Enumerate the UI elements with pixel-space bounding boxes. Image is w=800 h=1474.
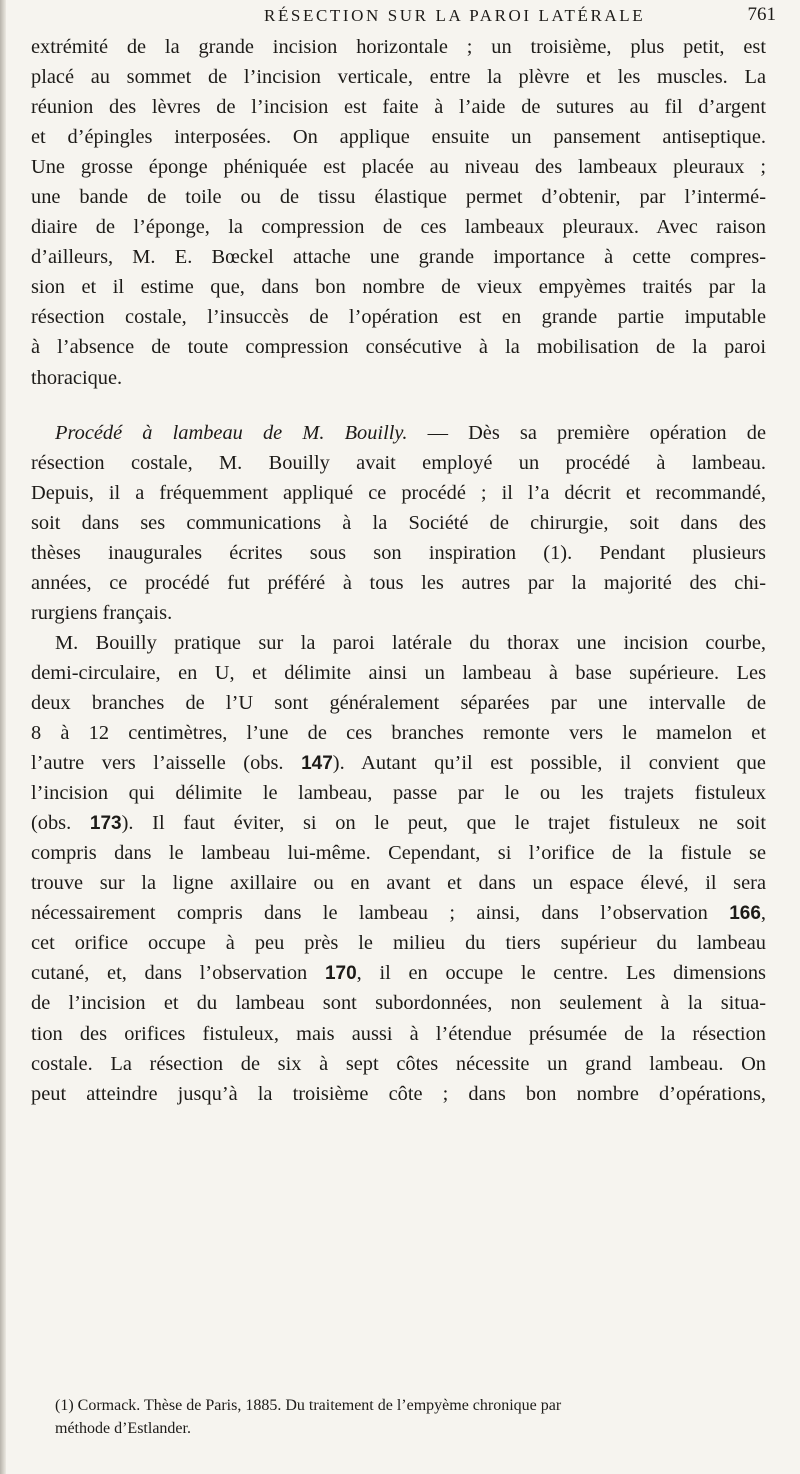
section-title: Procédé à lambeau de M. Bouilly. [55, 421, 408, 444]
text-line: compris dans le lambeau lui-même. Cependant, si l’orifice de la fistule se [31, 842, 766, 865]
text-line: diaire de l’éponge, la compression de ces lambeaux pleuraux. Avec raison [31, 216, 766, 239]
text-line [31, 898, 766, 928]
text-line: costale. La résection de six à sept côtes nécessite un grand lambeau. On [31, 1052, 766, 1075]
footnote-line: méthode d’Estlander. [55, 1420, 191, 1437]
text-line: extrémité de la grande incision horizontale ; un troisième, plus petit, est [31, 36, 766, 58]
text-line [31, 418, 766, 448]
paragraph-2 [31, 418, 766, 628]
text-run: nécessairement compris dans le lambeau ; ainsi, dans l’observation [31, 902, 730, 925]
observation-ref: 166 [729, 903, 761, 925]
observation-ref: 147 [301, 753, 333, 775]
text-line: deux branches de l’U sont généralement séparées par une intervalle de [31, 691, 766, 714]
text-run: cutané, et, dans l’observation [31, 962, 325, 985]
page-header [56, 4, 776, 34]
text-line: et d’épingles interposées. On applique ensuite un pansement antiseptique. [31, 126, 766, 149]
observation-ref: 173 [89, 813, 122, 835]
text-run: (obs. [31, 812, 90, 835]
text-line: résection costale, l’insuccès de l’opération est en grande partie imputable [31, 306, 766, 329]
page-body [31, 32, 766, 1109]
text-line: de l’incision et du lambeau sont subordonnées, non seulement à la situa- [31, 992, 766, 1015]
text-line [31, 748, 766, 778]
text-line: tion des orifices fistuleux, mais aussi à l’étendue présumée de la résection [31, 1022, 766, 1045]
text-run: ). Il faut éviter, si on le peut, que le trajet fistuleux ne soit [121, 812, 767, 835]
paragraph-gap [31, 393, 766, 418]
paragraph-1 [31, 32, 766, 393]
text-run: , [760, 902, 766, 925]
text-run: , il en occupe le centre. Les dimensions [356, 962, 766, 985]
text-line: soit dans ses communications à la Société de chirurgie, soit dans des [31, 511, 766, 534]
text-line: résection costale, M. Bouilly avait employé un procédé à lambeau. [31, 451, 766, 474]
text-line: M. Bouilly pratique sur la paroi latérale du thorax une incision courbe, [55, 631, 766, 654]
text-line: sion et il estime que, dans bon nombre de vieux empyèmes traités par la [31, 276, 766, 299]
text-line: demi-circulaire, en U, et délimite ainsi un lambeau à base supérieure. Les [31, 661, 766, 684]
text-line: trouve sur la ligne axillaire ou en avant et dans un espace élevé, il sera [31, 872, 766, 895]
footnotes [55, 1394, 755, 1440]
text-line: à l’absence de toute compression consécutive à la mobilisation de la paroi [31, 336, 766, 359]
text-line: rurgiens français. [31, 601, 173, 624]
text-line: thèses inaugurales écrites sous son inspiration (1). Pendant plusieurs [31, 541, 766, 564]
running-head: RÉSECTION SUR LA PAROI LATÉRALE [264, 6, 646, 25]
text-line: Depuis, il a fréquemment appliqué ce procédé ; il l’a décrit et recommandé, [31, 481, 766, 504]
text-run: ). Autant qu’il est possible, il convient que [332, 752, 766, 775]
text-run: — Dès sa première opération de [407, 421, 766, 444]
text-line: 8 à 12 centimètres, l’une de ces branches remonte vers le mamelon et [31, 722, 766, 745]
page-number: 761 [747, 4, 776, 25]
text-run: l’autre vers l’aisselle (obs. [31, 752, 302, 775]
text-line [31, 958, 766, 988]
text-line: années, ce procédé fut préféré à tous les autres par la majorité des chi- [31, 571, 766, 594]
text-line: d’ailleurs, M. E. Bœckel attache une grande importance à cette compres- [31, 246, 766, 269]
text-line: une bande de toile ou de tissu élastique permet d’obtenir, par l’intermé- [31, 186, 766, 209]
text-line: placé au sommet de l’incision verticale, entre la plèvre et les muscles. La [31, 66, 766, 89]
text-line: peut atteindre jusqu’à la troisième côte ; dans bon nombre d’opérations, [31, 1082, 766, 1105]
observation-ref: 170 [324, 963, 357, 985]
text-line: l’incision qui délimite le lambeau, passe par le ou les trajets fistuleux [31, 782, 766, 805]
text-line: cet orifice occupe à peu près le milieu du tiers supérieur du lambeau [31, 932, 766, 955]
paragraph-3 [31, 628, 766, 1109]
page-edge-shadow [0, 0, 6, 1474]
text-line: Une grosse éponge phéniquée est placée au niveau des lambeaux pleuraux ; [31, 156, 766, 179]
footnote-line: (1) Cormack. Thèse de Paris, 1885. Du traitement de l’empyème chronique par [55, 1397, 562, 1414]
text-line [31, 808, 766, 838]
text-line: thoracique. [31, 366, 123, 389]
text-line: réunion des lèvres de l’incision est faite à l’aide de sutures au fil d’argent [31, 96, 766, 119]
